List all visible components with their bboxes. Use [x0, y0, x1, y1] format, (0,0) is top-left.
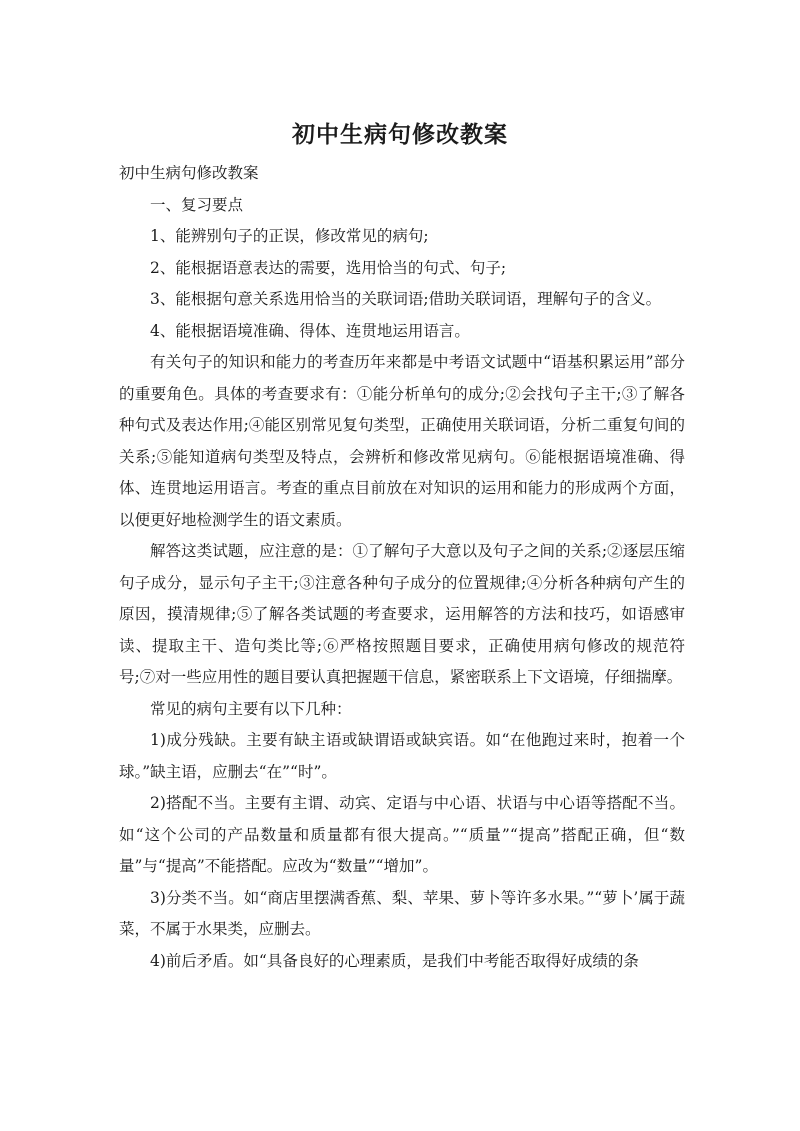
- paragraph: 常见的病句主要有以下几种：: [150, 699, 352, 718]
- document-title: 初中生病句修改教案: [292, 122, 508, 148]
- paragraph: 初中生病句修改教案: [119, 164, 259, 182]
- paragraph: 4、能根据语境准确、得体、连贯地运用语言。: [150, 321, 470, 340]
- paragraph: 2)搭配不当。主要有主谓、动宾、定语与中心语、状语与中心语等搭配不当。如“这个公司的产品数量和质量都有很大提高。”“质量”“提高”搭配正确，但“数量”与“提高”不能搭配。应改为“数量”“增加”。: [119, 794, 685, 875]
- paragraph: 3)分类不当。如“商店里摆满香蕉、梨、苹果、萝卜等许多水果。”“萝卜’属于蔬菜，不属于水果类，应删去。: [119, 888, 685, 938]
- paragraph: 有关句子的知识和能力的考查历年来都是中考语文试题中“语基积累运用”部分的重要角色。具体的考查要求有：①能分析单句的成分;②会找句子主干;③了解各种句式及表达作用;④能区别常见复句类型，正确使用关联词语，分析二重复句间的关系;⑤能知道病句类型及特点，会辨析和修改常见病句。⑥能根据语境准确、得体、连贯地运用语言。考查的重点目前放在对知识的运用和能力的形成两个方面，以便更好地检测学生的语文素质。: [119, 353, 685, 529]
- paragraph: 解答这类试题，应注意的是：①了解句子大意以及句子之间的关系;②逐层压缩句子成分，显示句子主干;③注意各种句子成分的位置规律;④分析各种病句产生的原因，摸清规律;⑤了解各类试题的考查要求，运用解答的方法和技巧，如语感审读、提取主干、造句类比等;⑥严格按照题目要求，正确使用病句修改的规范符号;⑦对一些应用性的题目要认真把握题干信息，紧密联系上下文语境，仔细揣摩。: [119, 542, 685, 686]
- paragraph: 4)前后矛盾。如“具备良好的心理素质，是我们中考能否取得好成绩的条: [150, 951, 639, 970]
- document-body: [119, 158, 685, 977]
- paragraph: 一、复习要点: [150, 195, 244, 214]
- paragraph: 2、能根据语意表达的需要，选用恰当的句式、句子;: [150, 258, 507, 277]
- paragraph: 3、能根据句意关系选用恰当的关联词语;借助关联词语，理解句子的含义。: [150, 290, 662, 308]
- paragraph: 1、能辨别句子的正误，修改常见的病句;: [150, 227, 429, 245]
- paragraph: 1)成分残缺。主要有缺主语或缺谓语或缺宾语。如“在他跑过来时，抱着一个球。”缺主语，应删去“在”“时”。: [119, 731, 685, 781]
